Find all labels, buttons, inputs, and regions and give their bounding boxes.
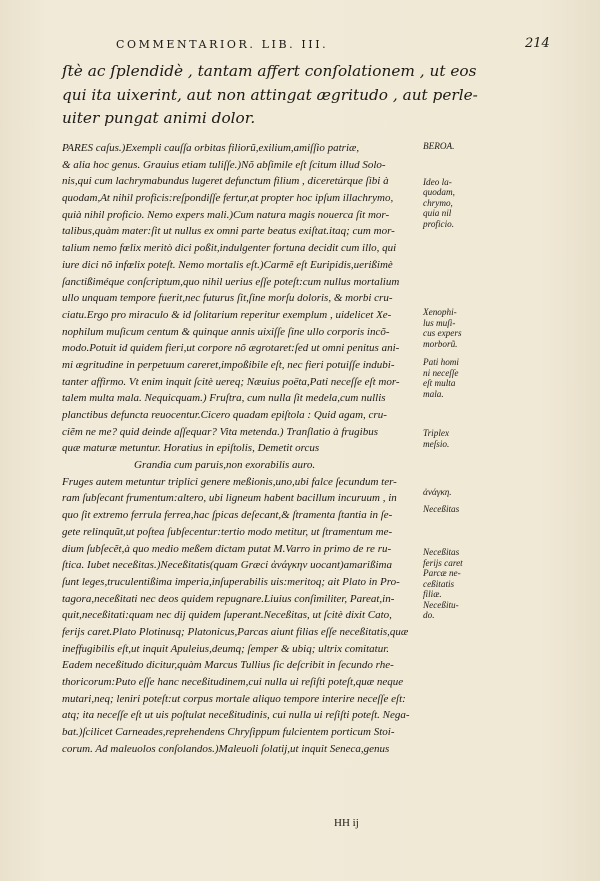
body-line: tagora,neceßitati nec deos quidem repugnare.Liuius conſimiliter, Pareat,in-	[62, 592, 395, 605]
body-line: quæ maturæ metuntur. Horatius in epiſtolis, Demetit orcus	[62, 442, 320, 455]
marginal-note: quodam,	[423, 187, 455, 197]
body-line: ineffugibilis eſt,ut inquit Apuleius,deumq; ſemper & ubiq; ultrix comitatur.	[62, 642, 390, 655]
verse-line: qui ita uixerint, aut non attingat ægritudo , aut perle-	[62, 85, 478, 104]
marginal-note: morborũ.	[423, 338, 458, 349]
body-line: planctibus defuncta reuocentur.Cicero quadam epiſtola : Quid agam, cru-	[62, 409, 387, 421]
marginal-note: Pati homi	[423, 357, 459, 367]
body-line: PARES caſus.)Exempli cauſſa orbitas filiorũ,exilium,amiſſio patriæ,	[62, 142, 360, 154]
page-number: 214	[525, 36, 550, 51]
body-line: mi ægritudine in perpetuum careret,impoßibile eſt, nec fieri potuiſſe indubi-	[62, 358, 395, 371]
marginal-note: proficio.	[423, 218, 455, 229]
body-line: mutari,neq; leniri poteſt:ut corpus mortale aliquo tempore interire neceſſe eſt:	[62, 692, 406, 705]
marginal-note: do.	[423, 610, 435, 620]
marginal-note: mala.	[423, 388, 444, 399]
body-line: ſtica. Iubet neceßitas.)Neceßitatis(quam Græci ἀνάγκην uocant)amarißima	[62, 559, 392, 572]
marginal-note: chrymo,	[423, 197, 453, 208]
marginal-note: ceßitatis	[423, 578, 455, 589]
body-line: nophilum muſicum centum & quinque annis uixiſſe ſine ullo corporis incõ-	[62, 325, 390, 338]
body-line: quià nihil proficio. Nemo expers mali.)Cum natura magis nouerca ſit mor-	[62, 208, 390, 221]
body-line: bat.)ſcilicet Carneades,reprehendens Chryſippum fulcientem porticum Stoi-	[62, 726, 395, 739]
body-line: ram ſubſecant frumentum:altero, ubi ligneum habent bacillum incuruum , in	[62, 492, 397, 505]
body-line: corum. Ad maleuolos conſolandos.)Maleuoli ſolatij,ut inquit Seneca,genus	[62, 742, 390, 755]
body-line: atq; ita neceſſe eſt ut uis poſtulat neceßitudinis, cui nulla ui reſiſti poteſt. Nega-	[62, 709, 410, 722]
body-line: ferijs caret.Plato Plotinusq; Platonicus,Parcas aiunt filias eſſe neceßitatis,quæ	[62, 625, 409, 638]
body-line: ciatu.Ergo pro miraculo & id ſolitarium reperitur exemplum , uidelicet Xe-	[62, 308, 392, 321]
marginal-note: quia nil	[423, 208, 452, 218]
marginal-note: BEROA.	[423, 141, 455, 151]
signature-mark: HH ij	[334, 817, 359, 829]
marginal-note: meſsio.	[423, 438, 450, 449]
marginal-note: cus expers	[423, 328, 462, 338]
body-line: talibus,quàm mater:ſit ut nullus ex omni parte beatus exiſtat.itaq; cum mor-	[62, 225, 395, 238]
body-line: dium ſubſecẽt,à quo medio meßem dictam putat M.Varro in primo de re ru-	[62, 542, 392, 555]
marginal-note: ni neceſſe	[423, 367, 459, 378]
marginal-note: Neceßitas	[423, 547, 460, 557]
body-line: talium nemo fœlix meritò dici poßit,indulgenter fortuna decidit cum illo, qui	[62, 242, 397, 255]
body-line: gete relinquũt,ut poſtea ſubſecentur:tertio modo metitur, ut ſtramentum me-	[62, 525, 393, 538]
body-line: iure dici nõ infœlix poteſt. Nemo mortalis eſt.)Carmẽ eſt Euripidis,uerißimè	[62, 258, 393, 271]
marginal-note: eſt multa	[423, 378, 456, 388]
marginal-note: Parcæ ne-	[423, 568, 461, 578]
running-title: COMMENTARIOR. LIB. III.	[116, 38, 329, 51]
marginal-note: lus muſi-	[423, 317, 456, 328]
body-line: thoricorum:Puto eſſe hanc neceßitudinem,cui nulla ui reſiſti poteſt,quæ neque	[62, 676, 404, 688]
marginal-note: Triplex	[423, 428, 450, 438]
body-line: nis,qui cum lachrymabundus lugeret defunctum filium , diceretúrque ſibi à	[62, 175, 389, 188]
body-line: & alia hoc genus. Grauius etiam tuliſſe.)Nõ abſimile eſt ſcitum illud Solo-	[62, 158, 386, 171]
body-line: quo ſit extremo ferrula ferrea,hac ſpicas deſecant,& ſtramenta ſtantia in ſe-	[62, 509, 393, 522]
body-line: ullo unquam tempore fuerit,nec futurus ſit,ſine morſu doloris, & morbi cru-	[62, 292, 393, 305]
quoted-verse-line: Grandia cum paruis,non exorabilis auro.	[134, 459, 316, 472]
body-line: ſunt leges,truculentißima imperia,inſuperabilis uis:meritoq; ait Plato in Pro-	[62, 575, 400, 588]
body-line: talem multa mala. Nequicquam.) Fruſtra, cum nulla ſit medela,cum nullis	[62, 392, 386, 405]
verse-line: uiter pungat animi dolor.	[62, 109, 256, 127]
marginal-notes	[423, 140, 493, 621]
marginal-note: filiæ.	[423, 589, 442, 599]
lemma-verse	[62, 60, 532, 131]
body-line: quodam,At nihil proficis:reſpondiſſe fertur,at propter hoc ipſum illachrymo,	[62, 192, 394, 205]
body-line: ciẽm ne me? quid deinde aſſequar? Vita metenda.) Tranſlatio à frugibus	[62, 425, 379, 438]
commentary-text	[62, 140, 432, 757]
body-line: tanter affirmo. Vt enim inquit ſcitè uereq; Næuius poëta,Pati neceſſe eſt mor-	[62, 375, 400, 388]
body-line: ſanctißiméque conſcriptum,quo nihil uerius eſſe poteſt:cum nullus mortalium	[62, 275, 400, 288]
marginal-note: Neceßitu-	[423, 599, 459, 610]
body-line: modo.Potuit id quidem fieri,ut corpore nõ ægrotaret:ſed ut omni penitus ani-	[62, 342, 400, 355]
body-line: Eadem neceßitudo dicitur,quàm Marcus Tullius ſic deſcribit in ſecundo rhe-	[62, 659, 394, 672]
marginal-note: Xenophi-	[423, 307, 457, 317]
verse-line: ſtè ac ſplendidè , tantam affert conſolationem , ut eos	[62, 62, 477, 80]
body-line: quit,neceßitati:quam nec dij quidem ſuperant.Neceßitas, ut ſcitè dixit Cato,	[62, 609, 392, 622]
marginal-note: ferijs caret	[423, 557, 463, 568]
body-line: Fruges autem metuntur triplici genere meßionis,uno,ubi falce ſecundum ter-	[62, 475, 397, 488]
marginal-note: Neceßitas	[423, 503, 460, 514]
marginal-note: ἀνάγκη.	[423, 487, 452, 497]
marginal-note: Ideo la-	[423, 176, 452, 187]
